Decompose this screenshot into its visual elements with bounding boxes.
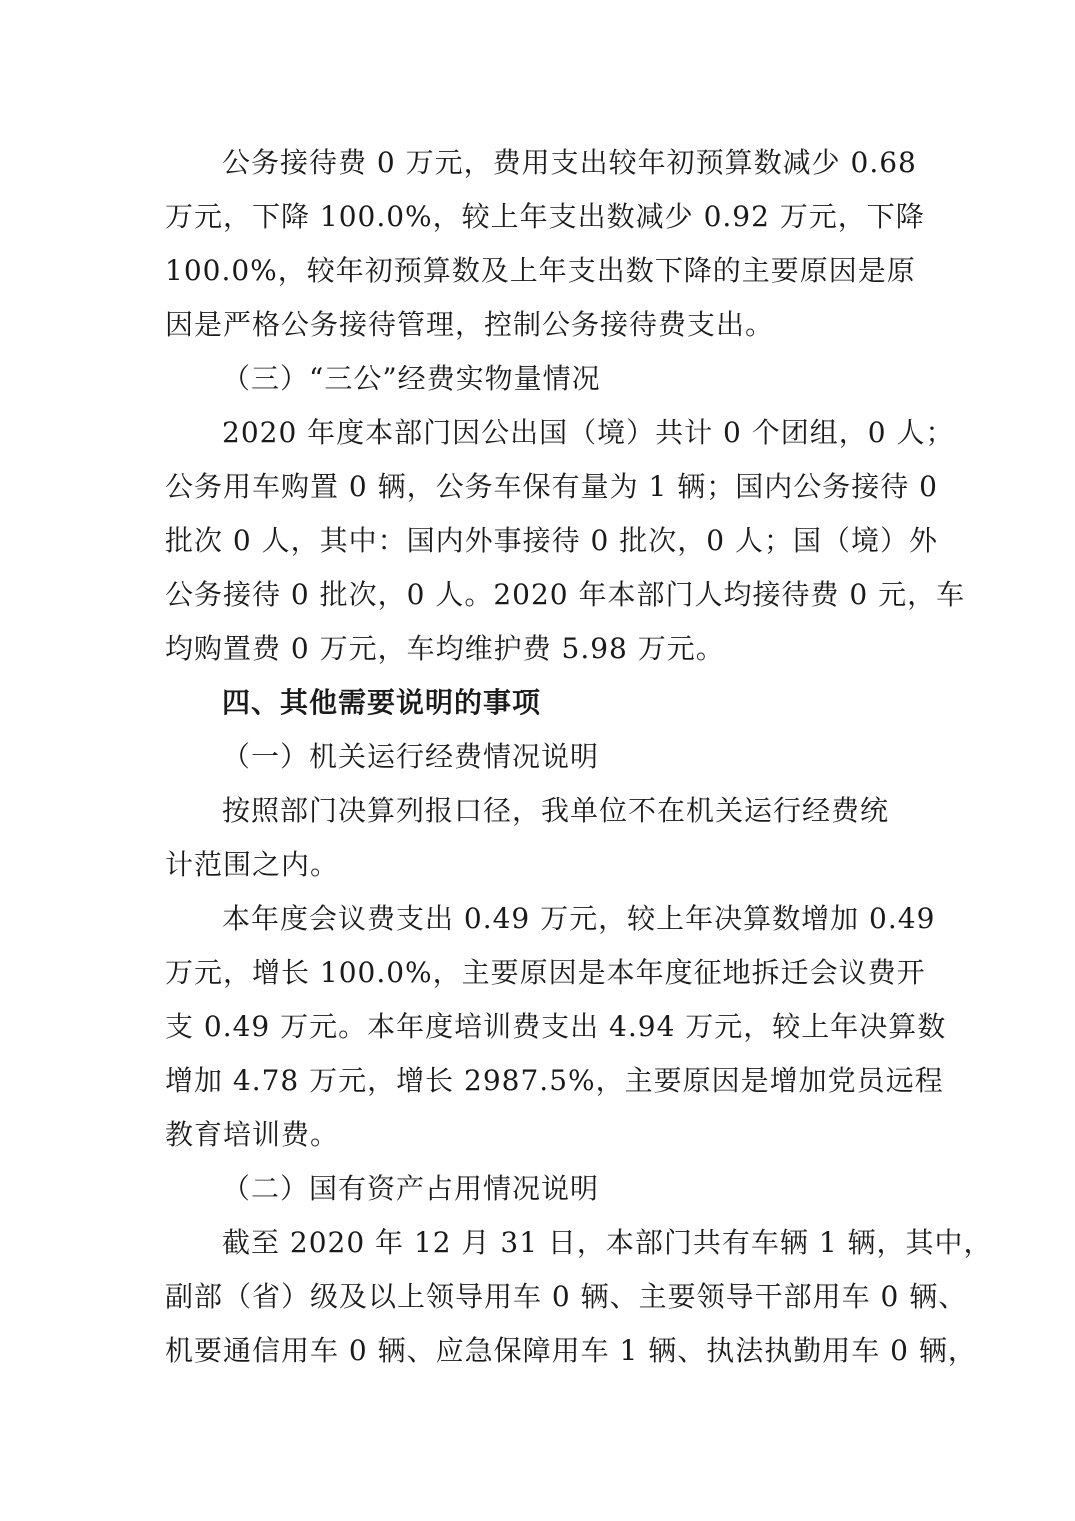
paragraph-line: 2020 年度本部门因公出国（境）共计 0 个团组，0 人；	[222, 416, 955, 449]
paragraph-line: 因是严格公务接待管理，控制公务接待费支出。	[165, 308, 775, 341]
paragraph-line: 公务接待 0 批次，0 人。2020 年本部门人均接待费 0 元，车	[165, 578, 966, 611]
paragraph-line: 按照部门决算列报口径，我单位不在机关运行经费统	[222, 794, 890, 827]
paragraph-line: 本年度会议费支出 0.49 万元，较上年决算数增加 0.49	[222, 902, 936, 935]
section-heading: 四、其他需要说明的事项	[222, 686, 542, 719]
paragraph-line: 公务用车购置 0 辆，公务车保有量为 1 辆；国内公务接待 0	[165, 470, 938, 503]
subsection-heading: （三）“三公”经费实物量情况	[222, 362, 601, 395]
paragraph-line: 万元，下降 100.0%，较上年支出数减少 0.92 万元，下降	[165, 200, 925, 233]
paragraph-line: 均购置费 0 万元，车均维护费 5.98 万元。	[165, 632, 725, 665]
paragraph-line: 公务接待费 0 万元，费用支出较年初预算数减少 0.68	[222, 146, 917, 179]
paragraph-line: 100.0%，较年初预算数及上年支出数下降的主要原因是原	[165, 254, 916, 287]
paragraph-line: 支 0.49 万元。本年度培训费支出 4.94 万元，较上年决算数	[165, 1010, 947, 1043]
paragraph-line: 批次 0 人，其中：国内外事接待 0 批次，0 人；国（境）外	[165, 524, 938, 557]
subsection-heading: （二）国有资产占用情况说明	[222, 1172, 600, 1205]
paragraph-line: 万元，增长 100.0%，主要原因是本年度征地拆迁会议费开	[165, 956, 926, 989]
subsection-heading: （一）机关运行经费情况说明	[222, 740, 600, 773]
paragraph-line: 截至 2020 年 12 月 31 日，本部门共有车辆 1 辆，其中，	[222, 1226, 993, 1259]
paragraph-line: 副部（省）级及以上领导用车 0 辆、主要领导干部用车 0 辆、	[165, 1280, 968, 1313]
paragraph-line: 机要通信用车 0 辆、应急保障用车 1 辆、执法执勤用车 0 辆，	[165, 1334, 977, 1367]
paragraph-line: 计范围之内。	[165, 848, 340, 881]
paragraph-line: 增加 4.78 万元，增长 2987.5%，主要原因是增加党员远程	[165, 1064, 944, 1097]
paragraph-line: 教育培训费。	[165, 1118, 340, 1151]
